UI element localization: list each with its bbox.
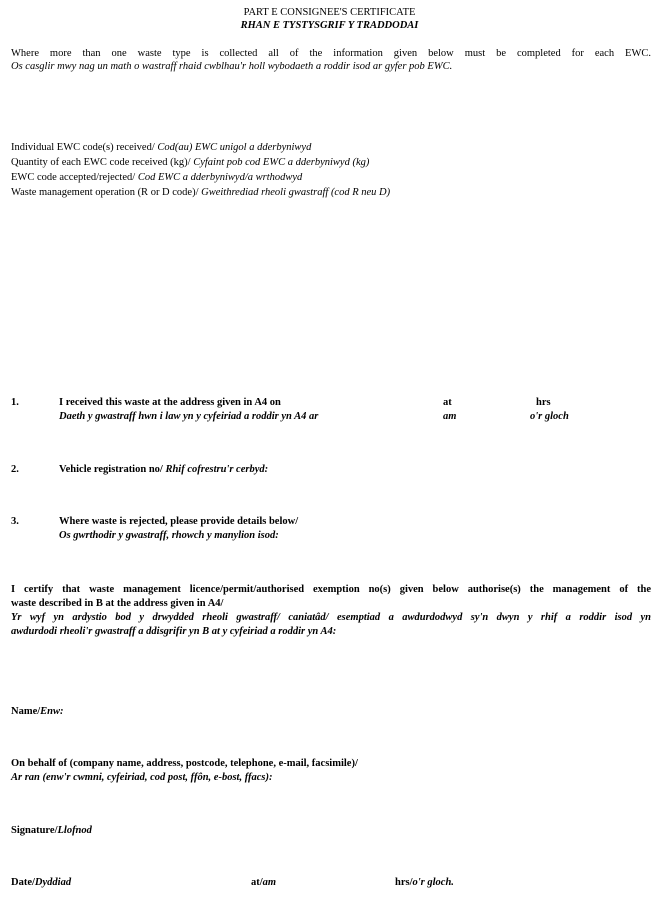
ewc-codes-received [11,142,311,154]
section-1-received-en: I received this waste at the address given in A4 on [59,397,281,408]
intro-cy: Os casglir mwy nag un math o wastraff rhaid cwblhau'r holl wybodaeth a roddir isod ar gyfer pob EWC. [11,61,453,72]
waste-op-cy: Gweithrediad rheoli gwastraff (cod R neu D) [201,187,391,198]
name-label-en: Name/ [11,706,41,717]
certify-en-line-1: I certify that waste management licence/permit/authorised exemption no(s) given below authorise(s) the management of the [11,584,651,595]
vehicle-registration-label [59,464,268,476]
intro-en: Where more than one waste type is collected all of the information given below must be completed for each EWC. [11,48,651,59]
vehicle-registration-en: Vehicle registration no/ [59,464,163,475]
date-at-en: at/ [251,877,263,888]
signature-label-cy: Llofnod [57,825,92,836]
certify-en-line-2: waste described in B at the address given in A4/ [11,598,224,609]
date-at-cy: am [262,877,277,888]
signature-label [11,825,92,837]
section-3-number: 3. [11,516,19,527]
certify-cy-line-1: Yr wyf yn ardystio bod y drwydded rheoli gwastraff/ caniatâd/ esemptiad a awdurdodwyd sy'n dwyn y rhif a roddir isod yn [11,612,651,623]
on-behalf-of-en: On behalf of (company name, address, postcode, telephone, e-mail, facsimile)/ [11,758,358,769]
on-behalf-of-cy: Ar ran (enw'r cwmni, cyfeiriad, cod post, ffôn, e-bost, ffacs): [11,772,273,783]
section-1-hrs-cy: o'r gloch [530,411,569,422]
date-hrs-cy: o'r gloch. [412,877,454,888]
signature-label-en: Signature/ [11,825,58,836]
rejected-details-cy: Os gwrthodir y gwastraff, rhowch y manylion isod: [59,530,279,541]
rejected-details-en: Where waste is rejected, please provide details below/ [59,516,299,527]
date-hrs-label [395,877,454,889]
section-1-received-cy: Daeth y gwastraff hwn i law yn y cyfeiriad a roddir yn A4 ar [59,411,319,422]
ewc-accepted-cy: Cod EWC a dderbyniwyd/a wrthodwyd [137,172,303,183]
section-1-at-cy: am [443,411,457,422]
vehicle-registration-cy: Rhif cofrestru'r cerbyd: [165,464,269,475]
section-1-at-en: at [443,397,452,408]
ewc-quantity-cy: Cyfaint pob cod EWC a dderbyniwyd (kg) [193,157,370,168]
waste-op-en: Waste management operation (R or D code)/ [11,187,199,198]
certify-cy-line-2: awdurdodi rheoli'r gwastraff a ddisgrifir yn B at y cyfeiriad a roddir yn A4: [11,626,337,637]
ewc-codes-received-cy: Cod(au) EWC unigol a dderbyniwyd [157,142,312,153]
ewc-quantity [11,157,369,169]
ewc-accepted-en: EWC code accepted/rejected/ [11,172,136,183]
waste-management-operation [11,187,390,199]
date-label [11,877,71,889]
date-label-cy: Dyddiad [34,877,72,888]
ewc-quantity-en: Quantity of each EWC code received (kg)/ [11,157,191,168]
date-hrs-en: hrs/ [395,877,413,888]
date-label-en: Date/ [11,877,35,888]
name-label [11,706,64,718]
part-title-en: PART E CONSIGNEE'S CERTIFICATE [243,7,416,18]
section-1-number: 1. [11,397,19,408]
part-title-cy: RHAN E TYSTYSGRIF Y TRADDODAI [240,20,419,31]
ewc-codes-received-en: Individual EWC code(s) received/ [11,142,155,153]
section-1-hrs-en: hrs [536,397,551,408]
date-at-label [251,877,276,889]
name-label-cy: Enw: [40,706,64,717]
section-2-number: 2. [11,464,19,475]
ewc-accepted-rejected [11,172,302,184]
